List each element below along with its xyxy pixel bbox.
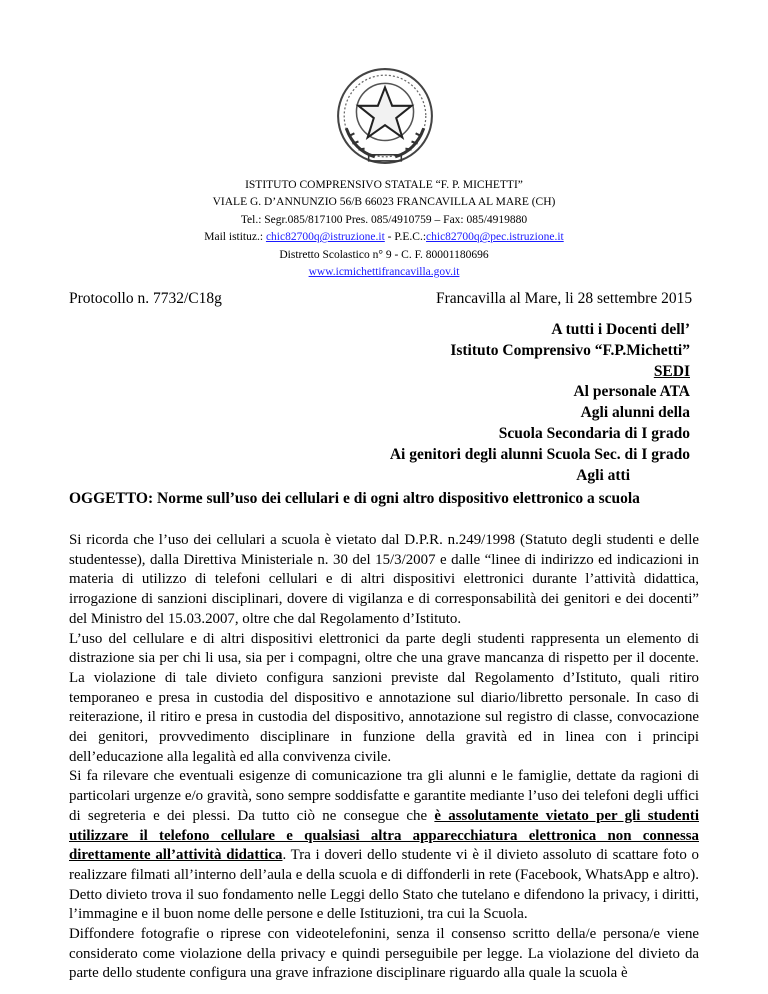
recipient-line: Ai genitori degli alunni Scuola Sec. di I grado	[389, 445, 690, 463]
school-district: Distretto Scolastico n° 9 - C. F. 80001180696	[279, 248, 489, 261]
republic-emblem	[334, 64, 436, 168]
recipient-line: Agli alunni della	[580, 404, 690, 422]
pec-prefix: - P.E.C.:	[384, 231, 427, 244]
pec-link[interactable]: chic82700q@pec.istruzione.it	[426, 231, 564, 244]
recipient-line: Agli atti	[576, 466, 630, 484]
protocol-number: Protocollo n. 7732/C18g	[69, 290, 222, 307]
recipient-line: Scuola Secondaria di I grado	[498, 424, 690, 442]
school-phone: Tel.: Segr.085/817100 Pres. 085/4910759 – Fax: 085/4919880	[240, 213, 528, 226]
paragraph	[69, 767, 699, 925]
paragraph: L’uso del cellulare e di altri dispositivi elettronici da parte degli studenti rappresenta un elemento di distrazione sia per chi li usa, sia per i compagni, oltre che una grave mancanza di rispetto per il docente. La violazione di tale divieto configura sanzioni previste dal Regolamento d’Istituto, quali ritiro temporaneo e presa in custodia del dispositivo e annotazione sul diario/libretto personale. In caso di reiterazione, il ritiro e presa in custodia del dispositivo, annotazione sul registro di classe, convocazione dei genitori, provvedimento disciplinare in funzione della gravità ed in linea con i principi dell’educazione alla legalità ed alla convivenza civile.	[69, 630, 699, 765]
letter-body	[69, 531, 699, 984]
recipient-line: SEDI	[653, 362, 690, 380]
website-link[interactable]: www.icmichettifrancavilla.gov.it	[308, 266, 460, 279]
mail-prefix: Mail istituz.:	[204, 231, 266, 244]
paragraph-text: . Tra i doveri dello studente vi è il divieto assoluto di scattare foto o realizzare filmati all’interno dell’aula e della scuola e di diffonderli in rete (Facebook, WhatsApp e altro). Detto divieto trova il suo fondamento nelle Leggi dello Stato che tutelano e difendono la privacy, i diritti, l’immagine e il buon nome delle persone e delle Istituzioni, tra cui la Scuola.	[69, 847, 699, 923]
school-header	[0, 177, 768, 281]
school-address: VIALE G. D’ANNUNZIO 56/B 66023 FRANCAVILLA AL MARE (CH)	[212, 196, 556, 209]
paragraph: Diffondere fotografie o riprese con videotelefonini, senza il consenso scritto della/e persona/e viene considerato come violazione della privacy e quindi perseguibile per legge. La violazione del divieto da parte dello studente configura una grave infrazione disciplinare riguardo alla quale la scuola è	[69, 926, 699, 982]
paragraph-text: Si fa rilevare che eventuali esigenze di comunicazione tra gli alunni e le famiglie, dettate da ragioni di particolari urgenze e/o gravità, sono sempre soddisfatte e garantite mediante l’uso dei telefoni degli uffici di segreteria e dei plessi. Da tutto ciò ne consegue che	[69, 768, 699, 824]
email-link[interactable]: chic82700q@istruzione.it	[265, 231, 385, 244]
place-date: Francavilla al Mare, li 28 settembre 2015	[436, 290, 693, 307]
recipient-line: A tutti i Docenti dell’	[551, 321, 690, 338]
school-name: ISTITUTO COMPRENSIVO STATALE “F. P. MICHETTI”	[245, 179, 523, 191]
recipient-line: Al personale ATA	[573, 383, 690, 401]
subject-line: OGGETTO: Norme sull’uso dei cellulari e di ogni altro dispositivo elettronico a scuola	[69, 490, 640, 507]
paragraph: Si ricorda che l’uso dei cellulari a scuola è vietato dal D.P.R. n.249/1998 (Statuto degli studenti e delle studentesse), dalla Direttiva Ministeriale n. 30 del 15/3/2007 e dalle “linee di indirizzo ed indicazioni in materia di utilizzo di telefoni cellulari e di altri dispositivi elettronici durante l’attività didattica, irrogazione di sanzioni disciplinari, dovere di vigilanza e di corresponsabilità dei genitori e dei docenti” del Ministro del 15.03.2007, oltre che dal Regolamento d’Istituto.	[69, 532, 699, 627]
recipients-block	[390, 320, 690, 486]
emphasis-prohibition: è assolutamente vietato per gli studenti utilizzare il telefono cellulare e qualsiasi altra apparecchiatura elettronica non connessa direttamente all’attività didattica	[69, 807, 699, 864]
school-mail-line	[0, 229, 768, 246]
recipient-line: Istituto Comprensivo “F.P.Michetti”	[450, 341, 690, 359]
